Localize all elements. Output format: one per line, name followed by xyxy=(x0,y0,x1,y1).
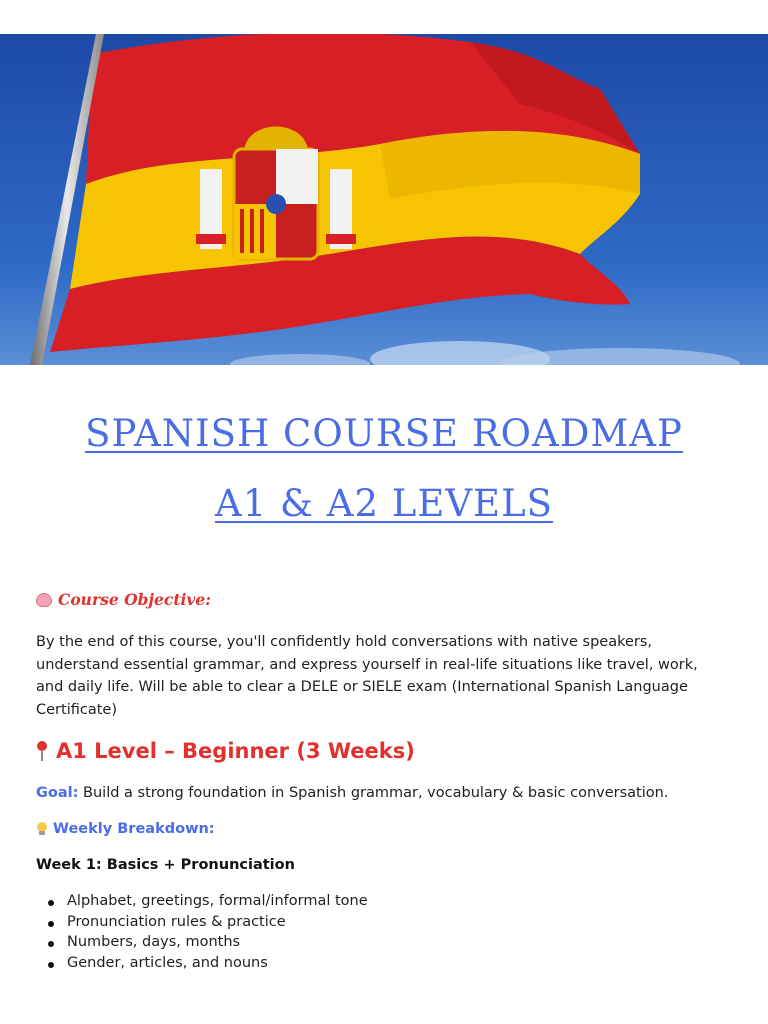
list-item-text: Pronunciation rules & practice xyxy=(67,913,286,930)
bullet-icon xyxy=(48,900,54,906)
objective-text: By the end of this course, you'll confidently hold conversations with native speakers, understand essential grammar, and express yourself in real-life situations like travel, work, and daily life. Will be able to clear a DELE or SIELE exam (International Spanish Language Certificate) xyxy=(36,634,698,718)
list-item-text: Alphabet, greetings, formal/informal tone xyxy=(67,893,368,909)
bullet-icon xyxy=(48,921,54,927)
list-item xyxy=(36,953,726,974)
pin-icon xyxy=(36,741,48,761)
goal-label: Goal: xyxy=(36,785,79,801)
a1-level-heading-label: A1 Level – Beginner (3 Weeks) xyxy=(56,739,415,763)
a1-level-heading xyxy=(36,739,726,763)
hero-image-spanish-flag xyxy=(0,34,768,365)
objective-heading xyxy=(36,590,726,609)
goal-line xyxy=(36,785,726,801)
objective-heading-label: Course Objective: xyxy=(58,590,211,609)
spanish-flag-illustration xyxy=(0,34,768,365)
list-item xyxy=(36,891,726,912)
page-title: SPANISH COURSE ROADMAP xyxy=(85,412,683,455)
bullet-icon xyxy=(48,962,54,968)
lightbulb-icon xyxy=(36,822,48,836)
weekly-breakdown-heading xyxy=(36,821,726,837)
weekly-breakdown-label: Weekly Breakdown: xyxy=(53,821,215,837)
week-1-title: Week 1: Basics + Pronunciation xyxy=(36,857,295,873)
goal-text: Build a strong foundation in Spanish grammar, vocabulary & basic conversation. xyxy=(78,785,669,801)
bullet-icon xyxy=(48,941,54,947)
page-subtitle: A1 & A2 LEVELS xyxy=(215,482,553,525)
week-1-topics xyxy=(36,891,726,973)
course-content xyxy=(36,590,726,973)
list-item-text: Gender, articles, and nouns xyxy=(67,954,268,971)
brain-icon xyxy=(36,593,52,607)
list-item xyxy=(36,912,726,933)
list-item-text: Numbers, days, months xyxy=(67,934,241,950)
list-item xyxy=(36,932,726,953)
